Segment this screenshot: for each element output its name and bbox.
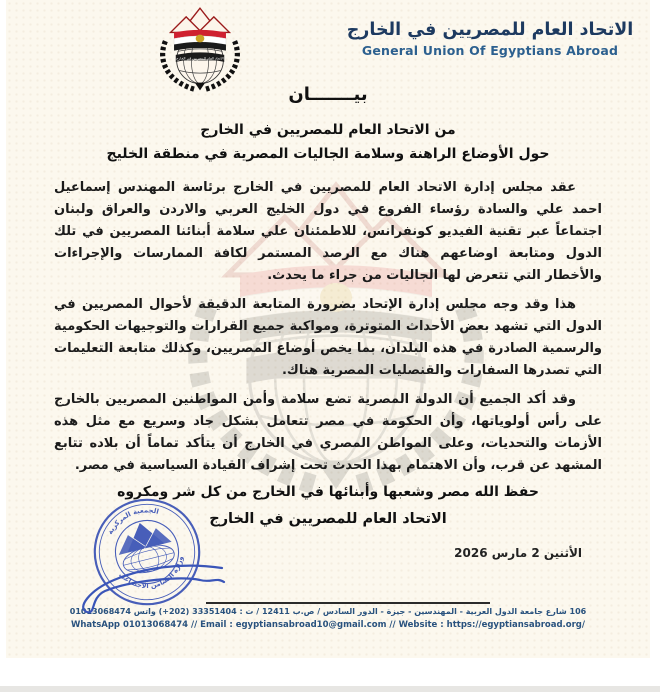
footer-contacts: WhatsApp 01013068474 // Email : egyptiansabroad10@gmail.com // Website : https://egyptiansabroad.org/	[70, 620, 585, 630]
statement-date: الأثنين 2 مارس 2026	[454, 546, 582, 560]
statement-paragraph-2: هذا وقد وجه مجلس إدارة الإتحاد بضرورة المتابعة الدقيقة لأحوال المصريين في الدول التي تشهد بعض الأحداث المتوترة، ومواكبة جميع القرارات والتوجيهات الحكومية والرسمية الصادرة في هذه البلدان، بما يخص أوضاع المصريين، وكذلك متابعة التعليمات التي تصدرها السفارات والقنصليات المصرية هناك.	[54, 297, 602, 378]
handwritten-signature-icon	[70, 560, 232, 620]
statement-heading: بيـــــــان	[288, 84, 368, 105]
document-paper	[6, 0, 650, 658]
stamp-ring-text-bottom: وزارة التضامن الاجتماعي	[117, 555, 185, 591]
org-name-arabic: الاتحاد العام للمصريين في الخارج	[346, 20, 634, 40]
union-emblem-logo-icon	[148, 3, 252, 95]
closing-prayer: حفظ الله مصر وشعبها وأبنائها في الخارج من كل شر ومكروه	[117, 484, 539, 500]
statement-from-line: من الاتحاد العام للمصريين في الخارج	[200, 122, 456, 138]
emblem-band-text: الاتحاد العام للمصريين في الخارج	[176, 56, 224, 61]
statement-subject-line: حول الأوضاع الراهنة وسلامة الجاليات المصرية في منطقة الخليج	[106, 146, 550, 162]
footer-divider	[206, 602, 490, 604]
statement-paragraph-3: وقد أكد الجميع أن الدولة المصرية تضع سلامة وأمن المواطنين المصريين بالخارج على رأس أولوياتها، وأن الحكومة في مصر تتعامل بشكل جاد وسريع مع مثل هذه الأزمات والتحديات، وعلى المواطن المصري في الخارج أن يتأكد تماماً أن بلاده تتابع المشهد عن قرب، وأن الاهتمام بهذا الحدث تحت إشراف القيادة السياسية في مصر.	[54, 392, 602, 473]
signature-org-name: الاتحاد العام للمصريين في الخارج	[209, 511, 447, 527]
stamp-ring-text-top: الجمعية المركزية	[105, 506, 160, 536]
statement-paragraph-1: عقد مجلس إدارة الاتحاد العام للمصريين في الخارج برئاسة المهندس إسماعيل احمد علي والسادة رؤساء الفروع في دول الخليج العربي والاردن والعراق ولبنان اجتماعاً عبر تقنية الفيديو كونفرانس، للاطمئنان علي سلامة أبنائنا المصريين في تلك الدول ومتابعة اوضاعهم هناك مع الرصد المستمر لكافة الممارسات والإجراءات والأخطار التي تتعرض لها الجاليات من جراء ما يحدث.	[54, 180, 602, 283]
letterhead	[342, 20, 638, 58]
footer-address: 106 شارع جامعة الدول العربية - المهندسين - جيزة - الدور السادس / ص.ب 12411 / ت : 33351404 (202+) واتس 01013068474	[69, 607, 587, 616]
scan-edge-strip	[0, 686, 660, 692]
org-name-english: General Union Of Egyptians Abroad	[361, 43, 619, 58]
